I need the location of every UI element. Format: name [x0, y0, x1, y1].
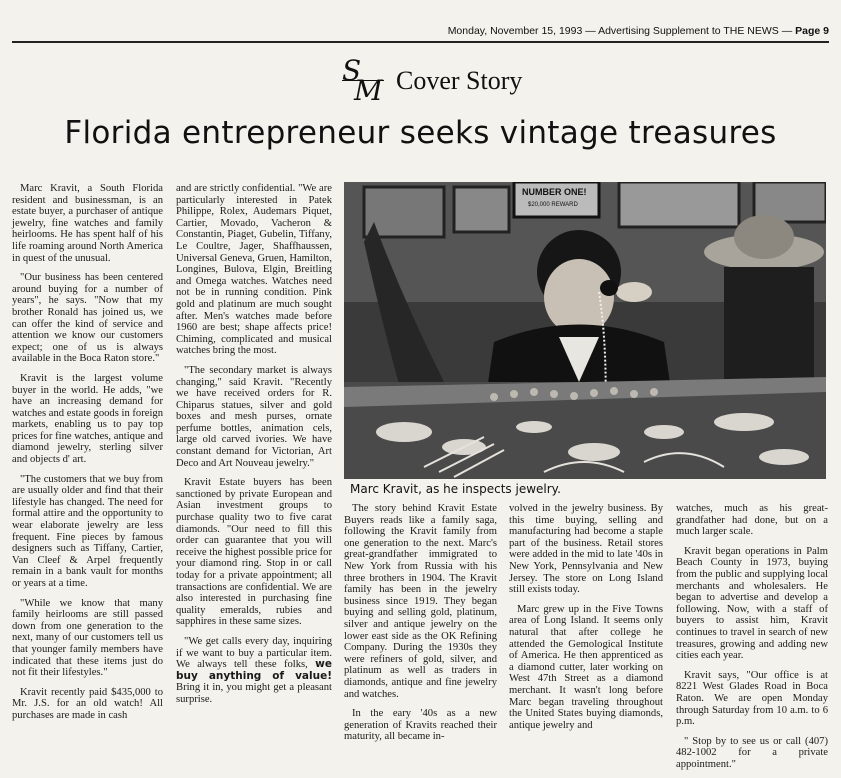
paragraph: " Stop by to see us or call (407) 482-1002 for a private appointment."	[676, 735, 828, 770]
paragraph: Marc Kravit, a South Florida resident and businessman, is an estate buyer, a purchaser of antique jewelry, fine watches and family heirlooms. He has spent half of his life roaming around North America in quest of the unusual.	[12, 183, 163, 264]
photo-illustration	[344, 182, 826, 479]
paragraph: In the eary '40s as a new generation of Kravits reached their maturity, all became in-	[344, 708, 497, 743]
photo-caption: Marc Kravit, as he inspects jewelry.	[350, 482, 561, 496]
top-rule	[12, 41, 829, 43]
paragraph: Kravit Estate buyers has been sanctioned by private European and Asian investment groups to purchase quality two to five carat diamonds. "Our need to fill this order can guarantee that you will receive the highest possible price for your diamond ring. Stop in or call today for a private appointment; all transactions are confidential. We are also interested in purchasing fine quality emeralds, rubies and sapphires in these same sizes.	[176, 477, 332, 628]
headline: Florida entrepreneur seeks vintage treasures	[64, 115, 777, 151]
emphasis-text: we buy anything of value!	[176, 658, 332, 682]
folio-text: Monday, November 15, 1993 — Advertising Supplement to THE NEWS —	[447, 25, 796, 37]
paragraph: "The customers that we buy from are usually older and find that their lifestyle has changed. The need for formal attire and the opportunity to wear elaborate jewelry are less frequent. Fine pieces by famous designers such as Tiffany, Cartier, Van Cleef & Arpel frequently remain in a bank vault for months or years at a time.	[12, 473, 163, 589]
sign-subtext: $20,000 REWARD	[528, 202, 578, 208]
paragraph: and are strictly confidential. "We are particularly interested in Patek Philippe, Rolex, Audemars Piquet, Cartier, Movado, Vacheron & Constantin, Piaget, Gubelin, Tiffany, Le Coultre, Jager, Shaffhaussen, Universal Geneva, Gruen, Hamilton, Longines, Bulova, Elgin, Breitling and Omega watches. Watches need not be in running condition. Pink gold and platinum are much sought after. Men's watches made before 1960 are best; shape affects price! Chiming, complicated and musical watches bring the most.	[176, 183, 332, 357]
logo-letter-m: M	[354, 74, 383, 107]
article-column-3	[344, 503, 497, 751]
paragraph	[176, 636, 332, 706]
article-column-1	[12, 183, 163, 730]
paragraph: watches, much as his great-grandfather had done, but on a much larger scale.	[676, 503, 828, 538]
paragraph: "The secondary market is always changing," said Kravit. "Recently we have received orders for R. Chiparus statues, silver and gold boxes and mesh purses, ornate perfume bottles, animation cels, large old carved ivories. We have constant demand for Victorian, Art Deco and Art Nouveau jewelry."	[176, 364, 332, 469]
sign-text: NUMBER ONE!	[522, 187, 587, 197]
page-number: Page 9	[795, 25, 829, 37]
article-column-2	[176, 183, 332, 714]
paragraph: "Our business has been centered around buying for a number of years", he says. "Now that my brother Ronald has joined us, we can offer the kind of service and attention we know our customers expect; one of us is always available in the Boca Raton store."	[12, 272, 163, 365]
paragraph: volved in the jewelry business. By this time buying, selling and manufacturing had become a staple part of the business. Retail stores were added in the mid to late '40s in New York, Pennsylvania and New Jersey. The store on Long Island still exists today.	[509, 503, 663, 596]
article-column-4	[509, 503, 663, 739]
article-column-5	[676, 503, 828, 778]
paragraph: Marc grew up in the Five Towns area of Long Island. It seems only natural that after college he attended the Gemological Institute of America. He then apprenticed as a diamond cutter, later working on West 47th Street as a diamond merchant. It wasn't long before Marc began traveling throughout the United States buying diamonds, antique jewelry and	[509, 603, 663, 731]
paragraph-text: "We get calls every day, inquiring if we want to buy a particular item. We always tell these folks,	[176, 635, 332, 671]
section-label: Cover Story	[396, 66, 523, 95]
paragraph: Kravit says, "Our office is at 8221 West Glades Road in Boca Raton. We are open Monday through Saturday from 10 a.m. to 6 p.m.	[676, 669, 828, 728]
paragraph: The story behind Kravit Estate Buyers reads like a family saga, following the Kravit family from one generation to the next. Marc's great-grandfather immigrated to New York from Russia with his three brothers in 1904. The Kravit family has been in the jewelry business since 1919. They began buying and selling gold, platinum, silver and antique jewelry on the lower east side as the OK Refining Company. During the 1930s they were refiners of gold, silver, and platinum as well as traders in diamonds, antique and fine jewelry and watches.	[344, 503, 497, 700]
paragraph: Kravit recently paid $435,000 to Mr. J.S. for an old watch! All purchases are made in cash	[12, 686, 163, 721]
logo-letter-s: S	[342, 54, 362, 87]
jewelry-photo	[344, 182, 826, 479]
paragraph: "While we know that many family heirlooms are still passed down from one generation to the next, many of our customers tell us that younger family members have indicated that these items just do not fit their lifestyles."	[12, 597, 163, 679]
paragraph: Kravit began operations in Palm Beach County in 1973, buying from the public and supplying local merchants and wholesalers. He began to advertise and develop a following. Now, with a staff of buyers to assist him, Kravit continues to travel in search of new treasures, growing and adding new cities each year.	[676, 545, 828, 662]
sm-logo	[340, 54, 390, 107]
paragraph: Kravit is the largest volume buyer in the world. He adds, "we have an increasing demand for watches and estate goods in foreign markets, enabling us to pay top prices for fine watches, antique and diamond jewelry, sterling silver and objects d' art.	[12, 372, 163, 466]
page-folio	[12, 25, 829, 41]
paragraph-text: Bring it in, you might get a pleasant surprise.	[176, 682, 332, 705]
section-kicker	[340, 54, 600, 107]
